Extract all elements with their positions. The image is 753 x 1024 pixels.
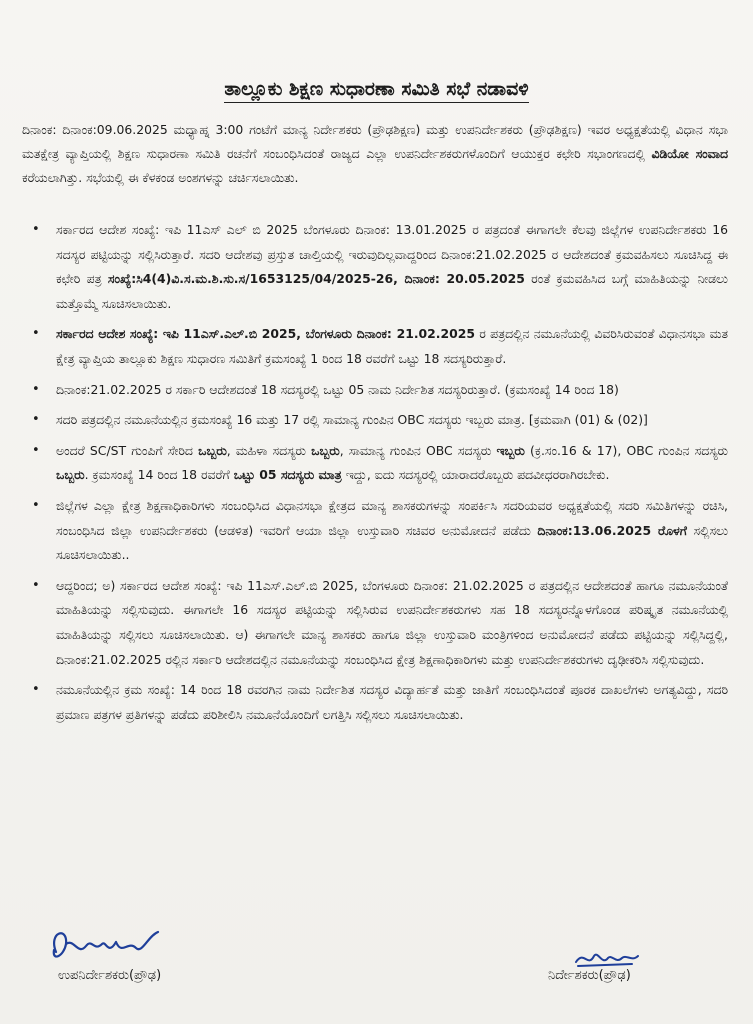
point-5-text-d: , ಸಾಮಾನ್ಯ ಗುಂಪಿನ OBC ಸದಸ್ಯರು <box>339 442 497 458</box>
discussion-points <box>22 218 728 733</box>
point-4 <box>22 408 728 433</box>
point-5-bold-5: ಒಟ್ಟು 05 ಸದಸ್ಯರು ಮಾತ್ರ <box>233 467 342 483</box>
intro-paragraph <box>22 118 728 190</box>
point-5-text-e: (ಕ್ರ.ಸಂ.16 & 17), OBC ಗುಂಪಿನ ಸದಸ್ಯರು <box>524 442 728 458</box>
point-4-text: ಸದರಿ ಪತ್ರದಲ್ಲಿನ ನಮೂನೆಯಲ್ಲಿನ ಕ್ರಮಸಂಖ್ಯೆ 16 ಮತ್ತು 17 ರಲ್ಲಿ ಸಾಮಾನ್ಯ ಗುಂಪಿನ OBC ಸದಸ್ಯರು ಇಬ್ಬರು ಮಾತ್ರ. [ಕ್ರಮವಾಗಿ (01) & (02)] <box>56 412 648 428</box>
point-8 <box>22 678 728 727</box>
point-2-bold: ಸರ್ಕಾರದ ಆದೇಶ ಸಂಖ್ಯೆ: ಇಪಿ 11ಎಸ್.ಎಲ್.ಬಿ 2025, ಬೆಂಗಳೂರು ದಿನಾಂಕ: 21.02.2025 <box>56 326 475 342</box>
deputy-director-label: ಉಪನಿರ್ದೇಶಕರು(ಪ್ರೌಢ) <box>58 968 162 983</box>
point-3-text: ದಿನಾಂಕ:21.02.2025 ರ ಸರ್ಕಾರಿ ಆದೇಶದಂತೆ 18 ಸದಸ್ಯರಲ್ಲಿ ಒಟ್ಟು 05 ನಾಮ ನಿರ್ದೇಶಿತ ಸದಸ್ಯರಿರುತ್ತಾರೆ. (ಕ್ರಮಸಂಖ್ಯೆ 14 ರಿಂದ 18) <box>56 381 619 397</box>
point-1-text-a: ಸರ್ಕಾರದ ಆದೇಶ ಸಂಖ್ಯೆ: ಇಪಿ 11ಎಸ್ ಎಲ್ ಬಿ 2025 ಬೆಂಗಳೂರು ದಿನಾಂಕ: 13.01.2025 ರ ಪತ್ರದಂತೆ ಈಗಾಗಲೇ ಕೆಲವು ಜಿಲ್ಲೆಗಳ ಉಪನಿರ್ದೇಶಕರು 16 ಸದಸ್ಯರ ಪಟ್ಟಿಯನ್ನು ಸಲ್ಲಿಸಿರುತ್ತಾರೆ. ಸದರಿ ಆದೇಶವು ಪ್ರಸ್ತುತ ಚಾಲ್ತಿಯಲ್ಲಿ ಇರುವುದಿಲ್ಲವಾದ್ದರಿಂದ ದಿನಾಂಕ:21.02.2025 ರ ಆದೇಶದಂತೆ ಕ್ರಮವಹಿಸಲು ಸೂಚಿಸಿದ್ದ ಈ ಕಛೇರಿ ಪತ್ರ <box>56 222 728 287</box>
point-7-text: ಆದ್ದರಿಂದ; ಅ) ಸರ್ಕಾರದ ಆದೇಶ ಸಂಖ್ಯೆ: ಇಪಿ 11ಎಸ್.ಎಲ್.ಬಿ 2025, ಬೆಂಗಳೂರು ದಿನಾಂಕ: 21.02.2025 ರ ಪತ್ರದಲ್ಲಿನ ಆದೇಶದಂತೆ ಹಾಗೂ ನಮೂನೆಯಂತೆ ಮಾಹಿತಿಯನ್ನು ಸಲ್ಲಿಸುವುದು. ಈಗಾಗಲೇ 16 ಸದಸ್ಯರ ಪಟ್ಟಿಯನ್ನು ಸಲ್ಲಿಸಿರುವ ಉಪನಿರ್ದೇಶಕರುಗಳು ಸಹ 18 ಸದಸ್ಯರನ್ನೊಳಗೊಂಡ ಪರಿಷ್ಕೃತ ನಮೂನೆಯಲ್ಲಿ ಮಾಹಿತಿಯನ್ನು ಸಲ್ಲಿಸಲು ಸೂಚಿಸಲಾಯಿತು. ಆ) ಈಗಾಗಲೇ ಮಾನ್ಯ ಶಾಸಕರು ಹಾಗೂ ಜಿಲ್ಲಾ ಉಸ್ತುವಾರಿ ಮಂತ್ರಿಗಳಿಂದ ಅನುಮೋದನೆ ಪಡೆದು ಪಟ್ಟಿಯನ್ನು ಸಲ್ಲಿಸಿದ್ದಲ್ಲಿ, ದಿನಾಂಕ:21.02.2025 ರಲ್ಲಿನ ಸರ್ಕಾರಿ ಆದೇಶದಲ್ಲಿನ ನಮೂನೆಯನ್ನು ಸಂಬಂಧಿಸಿದ ಕ್ಷೇತ್ರ ಶಿಕ್ಷಣಾಧಿಕಾರಿಗಳು ಮತ್ತು ಉಪನಿರ್ದೇಶಕರುಗಳು ದೃಢೀಕರಿಸಿ ಸಲ್ಲಿಸುವುದು. <box>56 577 728 667</box>
point-1-text-b: ರಂತೆ ಕ್ರಮವಹಿಸಿದ ಬಗ್ಗೆ ಮಾಹಿತಿಯನ್ನು ನೀಡಲು ಮತ್ತೊಮ್ಮೆ ಸೂಚಿಸಲಾಯಿತು. <box>56 271 729 311</box>
bullet: • <box>32 682 40 698</box>
bullet: • <box>32 577 40 593</box>
bullet: • <box>32 442 40 458</box>
point-5-bold-4: ಒಬ್ಬರು <box>56 467 85 483</box>
bullet: • <box>32 326 40 342</box>
point-3 <box>22 378 728 403</box>
point-5-text-c: , ಮಹಿಳಾ ಸದಸ್ಯರು <box>226 442 312 458</box>
point-5-text-a: ಅಂದರೆ SC/ST ಗುಂಪಿಗೆ ಸೇರಿದ <box>56 442 199 458</box>
point-5-bold-3: ಇಬ್ಬರು <box>496 442 525 458</box>
point-1 <box>22 218 728 316</box>
point-5-text-f: . ಕ್ರಮಸಂಖ್ಯೆ 14 ರಿಂದ 18 ರವರೆಗೆ <box>84 467 234 483</box>
point-5 <box>22 439 728 488</box>
point-8-text: ನಮೂನೆಯಲ್ಲಿನ ಕ್ರಮ ಸಂಖ್ಯೆ: 14 ರಿಂದ 18 ರವರಗಿನ ನಾಮ ನಿರ್ದೇಶಿತ ಸದಸ್ಯರ ವಿದ್ಯಾರ್ಹತೆ ಮತ್ತು ಜಾತಿಗೆ ಸಂಬಂಧಿಸಿದಂತೆ ಪೂರಕ ದಾಖಲೆಗಳು ಅಗತ್ಯವಿದ್ದು, ಸದರಿ ಪ್ರಮಾಣ ಪತ್ರಗಳ ಪ್ರತಿಗಳನ್ನು ಪಡೆದು ಪರಿಶೀಲಿಸಿ ನಮೂನೆಯೊಂದಿಗೆ ಲಗತ್ತಿಸಿ ಸಲ್ಲಿಸಲು ಸೂಚಿಸಲಾಯಿತು. <box>56 682 728 722</box>
point-6 <box>22 494 728 568</box>
point-1-bold: ಸಂಖ್ಯೆ:ಸಿ4(4)ವಿ.ಸ.ಮ.ಶಿ.ಸು.ಸ/1653125/04/2025-26, ದಿನಾಂಕ: 20.05.2025 <box>107 271 525 287</box>
bullet: • <box>32 381 40 397</box>
point-5-bold-1: ಒಬ್ಬರು <box>198 442 227 458</box>
bullet: • <box>32 222 40 237</box>
point-6-text-a: ಜಿಲ್ಲೆಗಳ ಎಲ್ಲಾ ಕ್ಷೇತ್ರ ಶಿಕ್ಷಣಾಧಿಕಾರಿಗಳು ಸಂಬಂಧಿಸಿದ ವಿಧಾನಸಭಾ ಕ್ಷೇತ್ರದ ಮಾನ್ಯ ಶಾಸಕರುಗಳನ್ನು ಸಂಪರ್ಕಿಸಿ ಸದರಿಯವರ ಅಧ್ಯಕ್ಷತೆಯಲ್ಲಿ ಸದರಿ ಸಮಿತಿಗಳನ್ನು ರಚಿಸಿ, ಸಂಬಂಧಿಸಿದ ಜಿಲ್ಲಾ ಉಪನಿರ್ದೇಶಕರು (ಆಡಳಿತ) ಇವರಿಗೆ ಆಯಾ ಜಿಲ್ಲಾ ಉಸ್ತುವಾರಿ ಸಚಿವರ ಅನುಮೋದನೆ ಪಡೆದು <box>56 497 728 538</box>
point-7 <box>22 574 728 672</box>
document-title <box>0 78 753 100</box>
point-5-bold-2: ಒಬ್ಬರು <box>311 442 340 458</box>
deputy-director-signature-image <box>44 922 174 968</box>
point-5-text-g: ಇದ್ದು, ಐದು ಸದಸ್ಯರಲ್ಲಿ ಯಾರಾದರೊಬ್ಬರು ಪದವೀಧರರಾಗಿರಬೇಕು. <box>341 467 610 483</box>
director-label: ನಿರ್ದೇಶಕರು(ಪ್ರೌಢ) <box>548 968 631 983</box>
title-text: ತಾಲ್ಲೂಕು ಶಿಕ್ಷಣ ಸುಧಾರಣಾ ಸಮಿತಿ ಸಭೆ ನಡಾವಳಿ <box>224 78 528 103</box>
point-2 <box>22 322 728 371</box>
point-2-text: ರ ಪತ್ರದಲ್ಲಿನ ನಮೂನೆಯಲ್ಲಿ ವಿವರಿಸಿರುವಂತೆ ವಿಧಾನಸಭಾ ಮತ ಕ್ಷೇತ್ರ ವ್ಯಾಪ್ತಿಯ ತಾಲ್ಲೂಕು ಶಿಕ್ಷಣ ಸುಧಾರಣ ಸಮಿತಿಗೆ ಕ್ರಮಸಂಖ್ಯೆ 1 ರಿಂದ 18 ರವರೆಗೆ ಒಟ್ಟು 18 ಸದಸ್ಯರಿರುತ್ತಾರೆ. <box>56 326 728 366</box>
intro-text-bold: ವಿಡಿಯೋ ಸಂವಾದ <box>651 146 728 161</box>
intro-text-a: ದಿನಾಂಕ: ದಿನಾಂಕ:09.06.2025 ಮಧ್ಯಾಹ್ನ 3:00 ಗಂಟೆಗೆ ಮಾನ್ಯ ನಿರ್ದೇಶಕರು (ಪ್ರೌಢಶಿಕ್ಷಣ) ಮತ್ತು ಉಪನಿರ್ದೇಶಕರು (ಪ್ರೌಢಶಿಕ್ಷಣ) ಇವರ ಅಧ್ಯಕ್ಷತೆಯಲ್ಲಿ ವಿಧಾನ ಸಭಾ ಮತಕ್ಷೇತ್ರ ವ್ಯಾಪ್ತಿಯಲ್ಲಿ ಶಿಕ್ಷಣ ಸುಧಾರಣಾ ಸಮಿತಿ ರಚನೆಗೆ ಸಂಬಂಧಿಸಿದಂತೆ ರಾಜ್ಯದ ಎಲ್ಲಾ ಉಪನಿರ್ದೇಶಕರುಗಳೊಂದಿಗೆ ಆಯುಕ್ತರ ಕಛೇರಿ ಸಭಾಂಗಣದಲ್ಲಿ <box>22 122 728 161</box>
point-6-bold: ದಿನಾಂಕ:13.06.2025 ರೊಳಗೆ <box>537 522 687 538</box>
bullet: • <box>32 412 40 428</box>
point-6-text-b: ಸಲ್ಲಿಸಲು ಸೂಚಿಸಲಾಯಿತು.. <box>56 522 729 563</box>
bullet: • <box>32 497 40 513</box>
intro-text-b: ಕರೆಯಲಾಗಿತ್ತು. ಸಭೆಯಲ್ಲಿ ಈ ಕೆಳಕಂಡ ಅಂಶಗಳನ್ನು ಚರ್ಚಿಸಲಾಯಿತು. <box>22 170 299 185</box>
